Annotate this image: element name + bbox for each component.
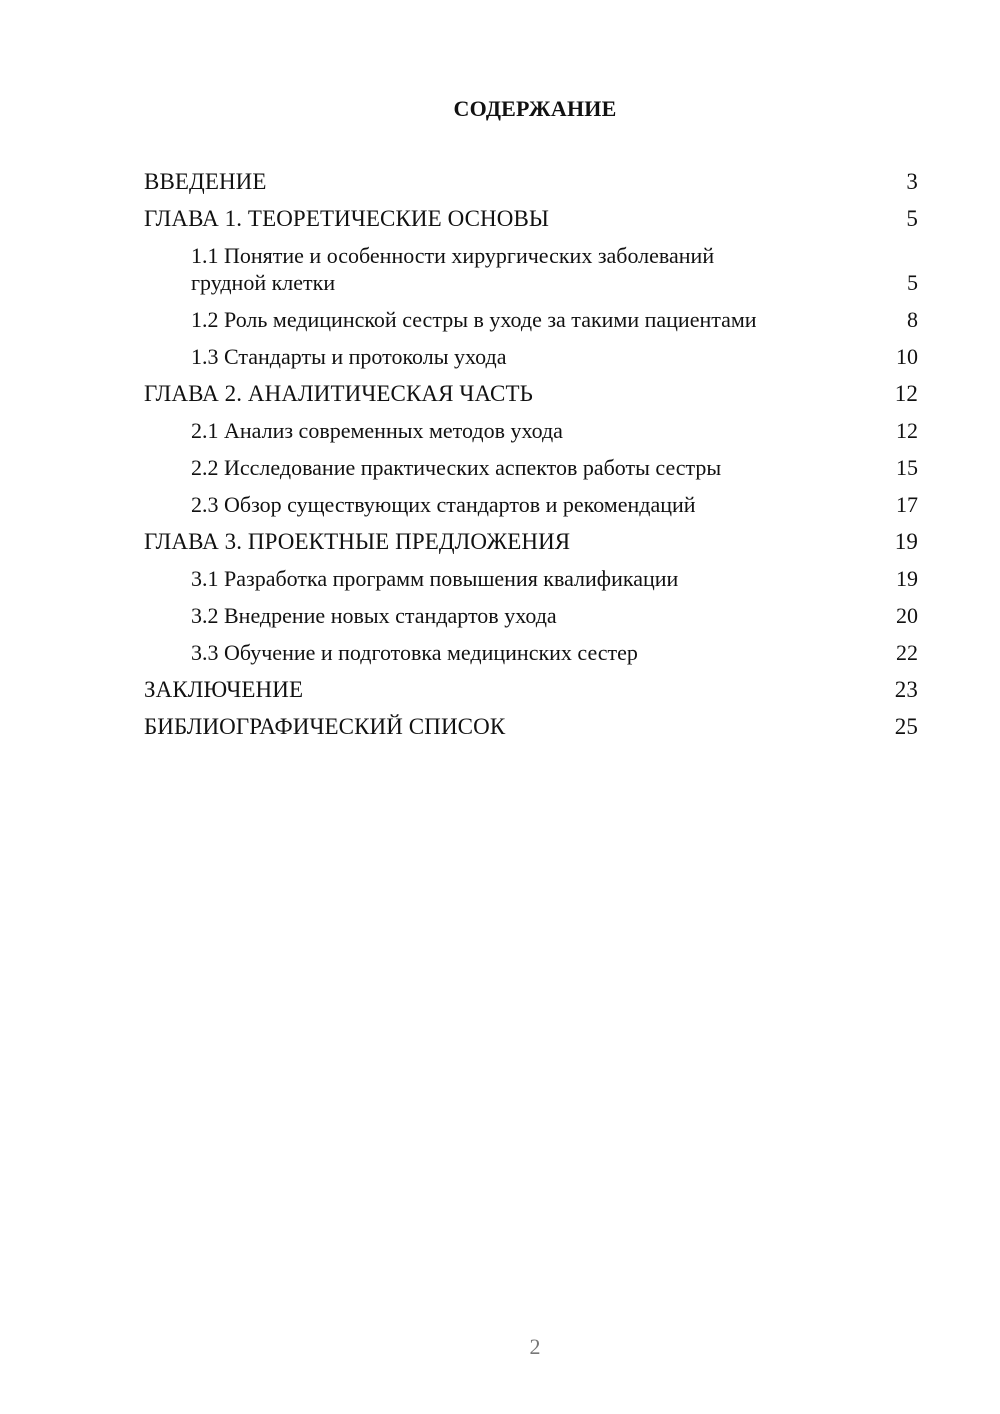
toc-subentry[interactable] (144, 491, 918, 518)
toc-entry[interactable] (144, 380, 918, 407)
toc-subentry[interactable] (144, 417, 918, 444)
toc-subentry-page: 22 (896, 640, 918, 665)
toc-subentry[interactable] (144, 306, 918, 333)
toc-subentry-page: 17 (896, 492, 918, 517)
toc-entry-label: ГЛАВА 1. ТЕОРЕТИЧЕСКИЕ ОСНОВЫ (144, 206, 550, 231)
toc-subentry-page: 19 (896, 566, 918, 591)
toc-subentry-label: 1.2 Роль медицинской сестры в уходе за такими пациентами (191, 307, 757, 332)
toc-entry-label: ГЛАВА 3. ПРОЕКТНЫЕ ПРЕДЛОЖЕНИЯ (144, 529, 571, 554)
toc-subentry-label: 2.3 Обзор существующих стандартов и рекомендаций (191, 492, 696, 517)
toc-entry[interactable] (144, 676, 918, 703)
toc-entry-label: ГЛАВА 2. АНАЛИТИЧЕСКАЯ ЧАСТЬ (144, 381, 533, 406)
toc-subentry-page: 20 (896, 603, 918, 628)
toc-subentry-label: 1.1 Понятие и особенности хирургических заболеваний грудной клетки (191, 243, 715, 295)
toc-subentry-label: 2.2 Исследование практических аспектов работы сестры (191, 455, 722, 480)
toc-subentry[interactable] (144, 602, 918, 629)
toc-subentry[interactable] (144, 639, 918, 666)
toc-entry-page: 5 (906, 206, 918, 231)
toc-subentry-page: 15 (896, 455, 918, 480)
toc-subentry-label: 2.1 Анализ современных методов ухода (191, 418, 563, 443)
page-number: 2 (529, 1334, 541, 1359)
toc-entry-label: ЗАКЛЮЧЕНИЕ (144, 677, 304, 702)
table-of-contents (144, 168, 918, 750)
toc-subentry[interactable] (144, 565, 918, 592)
toc-subentry-label: 1.3 Стандарты и протоколы ухода (191, 344, 507, 369)
toc-subentry-page: 10 (896, 344, 918, 369)
toc-subentry[interactable] (144, 454, 918, 481)
toc-subentry[interactable] (144, 242, 918, 296)
toc-entry[interactable] (144, 528, 918, 555)
toc-subentry-label: 3.2 Внедрение новых стандартов ухода (191, 603, 557, 628)
toc-entry-page: 12 (894, 381, 918, 406)
toc-entry-page: 25 (894, 714, 918, 739)
toc-subentry-label: 3.3 Обучение и подготовка медицинских сестер (191, 640, 638, 665)
toc-entry-label: ВВЕДЕНИЕ (144, 169, 267, 194)
toc-subentry-page: 8 (907, 307, 918, 332)
toc-entry-page: 3 (906, 169, 918, 194)
toc-heading: СОДЕРЖАНИЕ (453, 96, 617, 121)
toc-entry-page: 19 (894, 529, 918, 554)
toc-entry-page: 23 (894, 677, 918, 702)
toc-subentry-page: 12 (896, 418, 918, 443)
toc-subentry-page: 5 (907, 270, 918, 295)
toc-subentry-label: 3.1 Разработка программ повышения квалификации (191, 566, 679, 591)
toc-entry[interactable] (144, 168, 918, 195)
toc-subentry[interactable] (144, 343, 918, 370)
toc-entry[interactable] (144, 205, 918, 232)
toc-entry-label: БИБЛИОГРАФИЧЕСКИЙ СПИСОК (144, 714, 506, 739)
toc-entry[interactable] (144, 713, 918, 740)
